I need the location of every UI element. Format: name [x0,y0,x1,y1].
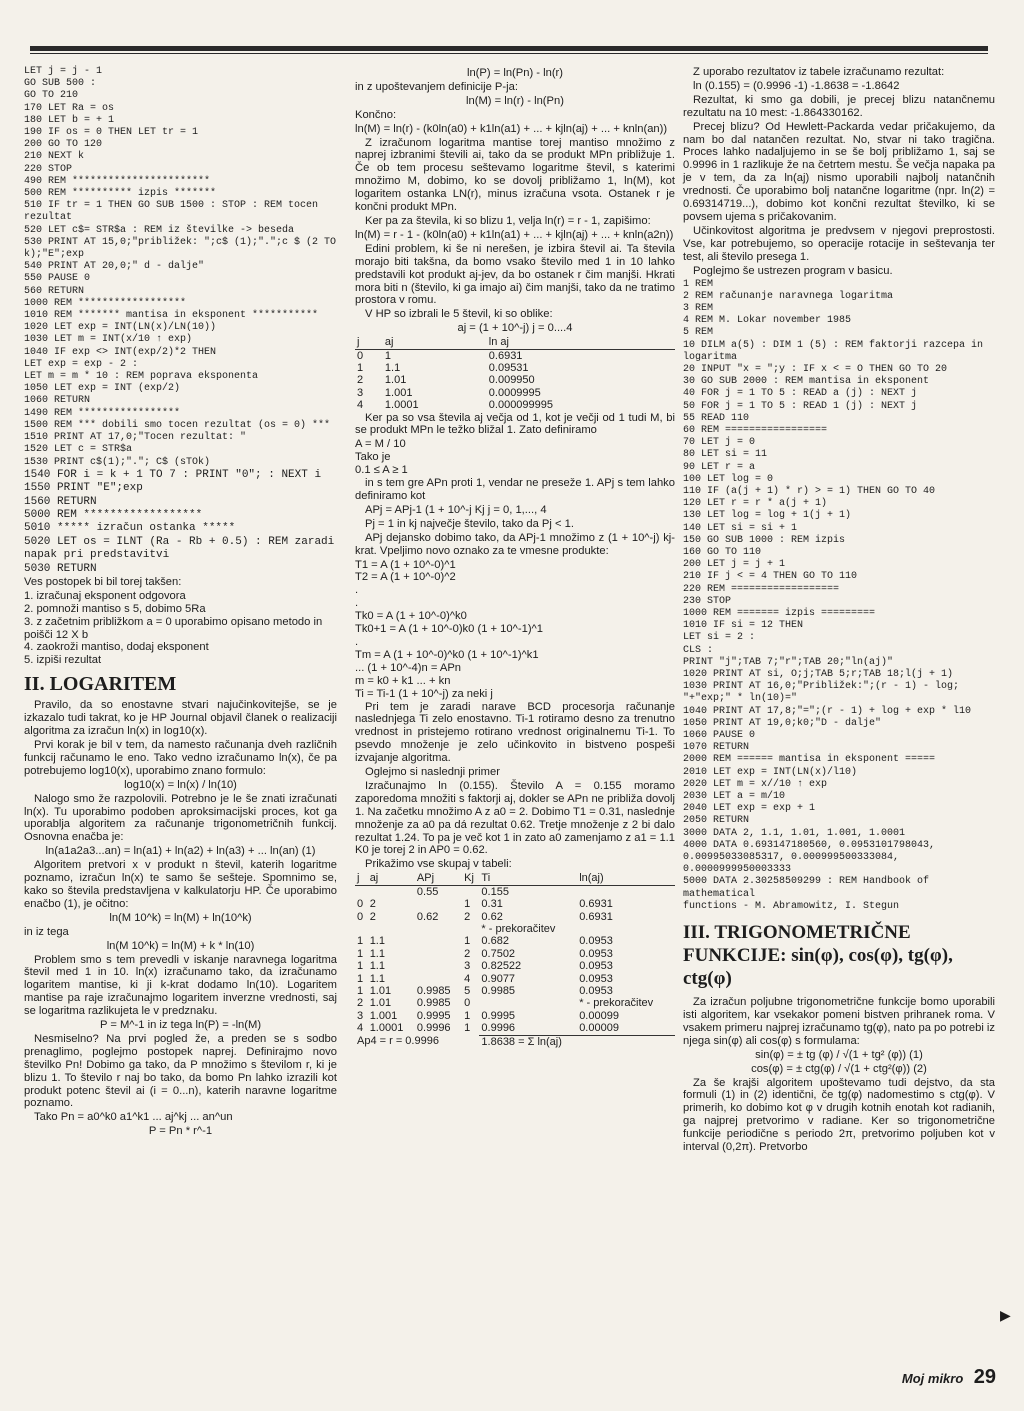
table-cell: 0.0953 [579,935,613,948]
paragraph: Edini problem, ki še ni nerešen, je izbira števil ai. Ta števila morajo biti takšna, da bomo vsako število med 1 in 10 lahko predstavili kot produkt aj-jev, da bo ostanek r čim manjši. Hkrati mora biti n (število, ki ga imajo ai) čim manjši, tako da ne tratimo prostora v romu. [355,242,675,307]
code-line: 55 READ 110 [683,412,750,424]
table-cell: 3 [357,386,364,399]
table-cell: 1.0001 [369,1022,404,1035]
paragraph: Ker pa za števila, ki so blizu 1, velja ln(r) = r - 1, zapišimo: [365,214,651,227]
code-line: 100 LET log = 0 [683,473,774,485]
paragraph: APj = APj-1 (1 + 10^-j Kj j = 0, 1,..., 4 [365,503,547,516]
table-cell: 1 [384,349,392,362]
code-line: 2040 LET exp = exp + 1 [683,803,816,815]
code-line: 1050 LET exp = INT (exp/2) [24,383,181,395]
code-line: 150 GO SUB 1000 : REM izpis [683,534,846,546]
code-line: LET si = 2 : [683,632,756,644]
paragraph-group [355,477,675,557]
code-line: 510 IF tr = 1 THEN GO SUB 1500 : STOP : REM tocen rezultat [24,200,325,224]
table-cell: 0.9995 [416,1009,451,1022]
code-line: 1540 FOR i = k + 1 TO 7 : PRINT "0"; : NEXT i [24,468,322,481]
code-line: 1510 PRINT AT 17,0;"Tocen rezultat: " [24,432,247,444]
table-row [355,923,675,935]
code-line: 40 FOR j = 1 TO 5 : READ a (j) : NEXT j [683,388,918,400]
code-line: 500 REM ********** izpis ******* [24,188,217,200]
table-cell: 0.000099995 [488,399,554,412]
equation-log10: log10(x) = ln(x) / ln(10) [124,778,237,791]
code-line: 1010 IF si = 12 THEN [683,620,804,632]
code-line: 1000 REM ****************** [24,297,187,309]
code-line: 1030 PRINT AT 16,0;"Približek:";(r - 1) - log; "+"exp;" * ln(10)=" [683,681,966,705]
code-line: 5000 DATA 2.30258509299 : REM Handbook of mathematical [683,876,936,900]
code-line: 4 REM M. Lokar november 1985 [683,315,852,327]
paragraph: Za še krajši algoritem upoštevamo tudi dejstvo, da sta formuli (1) in (2) identični, če tg(φ) nadomestimo s ctg(φ). V primerih, ko dobimo kot φ v drugih kotnih enotah kot radianih, ga najprej pretvorimo v radiane. Ker so trigonometrične funkcije periodične s periodo 2π, pretvorimo poljuben kot v interval (0,2π). Pretvorbo [683,1076,995,1154]
table-cell: 1 [464,1009,471,1022]
table-cell: * - prekoračitev [579,997,654,1010]
code-line: 540 PRINT AT 20,0;" d - dalje" [24,261,205,273]
table-cell: 1.1 [369,972,385,985]
paragraph: Pravilo, da so enostavne stvari najučinkovitejše, se je izkazalo tudi takrat, ko je HP Journal objavil članek o realizaciji algoritma za izračun ln(x) in log10(x). [24,699,337,738]
table-cell: 0 [357,349,364,362]
top-rule-thin [30,53,988,54]
equation-t2: T2 = A (1 + 10^-0)^2 [355,571,456,584]
equation-tm: Tm = A (1 + 10^-0)^k0 (1 + 10^-1)^k1 [355,648,539,661]
paragraph: Končno: [355,108,397,121]
continue-arrow-icon: ▶ [1000,1307,1011,1323]
table-cell [415,948,462,960]
code-line: 1490 REM ***************** [24,407,181,419]
code-line: 170 LET Ra = os [24,102,115,114]
table-cell: 0.31 [481,898,503,911]
table-cell [368,923,415,935]
table-row [355,362,675,374]
paragraph: Z izračunom logaritma mantise torej mantiso množimo z naprej izbranimi števili ai, tako da se produkt MPn približuje 1. Če ob tem procesu seštevamo logaritme števil, s katerimi množimo M, dobimo, ko se dovolj približamo 1, ln(M), kot logaritem ostanka LN(r), minus izračuna vsota. Ostanek r je končni produkt MPn. [355,136,675,214]
code-line: 140 LET si = si + 1 [683,522,798,534]
equation-cos: cos(φ) = ± ctg(φ) / √(1 + ctg²(φ)) (2) [751,1062,927,1075]
paragraph-group [24,859,337,911]
table-row [355,935,675,947]
table-cell: 0.6931 [579,898,613,911]
table-cell: 3 [357,1009,364,1022]
equation-ln-m-sum: ln(M) = ln(r) - (k0ln(a0) + k1ln(a1) + ... + kjln(aj) + ... + knln(an)) [355,122,668,135]
table-row [355,399,675,411]
code-line: 550 PAUSE 0 [24,273,91,285]
table-cell: 0.682 [481,935,509,948]
code-line: 200 LET j = j + 1 [683,559,786,571]
table-cell: 1 [464,1022,471,1035]
paragraph: Ker pa so vsa števila aj večja od 1, kot je večji od 1 tudi M, bi se produkt MPn le težko bližal 1. Zato definiramo [355,411,675,437]
code-line: 5 REM [683,327,714,339]
paragraph-group [355,412,675,438]
code-line: 2010 LET exp = INT(LN(x)/l10) [683,766,858,778]
paragraph-group [24,793,337,845]
table-cell: 1 [464,898,471,911]
table-row [355,960,675,972]
code-line: 110 IF (a(j + 1) * r) > = 1) THEN GO TO 40 [683,485,936,497]
paragraph: Izračunajmo ln (0.155). Število A = 0.155 moramo zaporedoma množiti s faktorji aj, dokler se APn ne približa dovolj 1. Na začetku množimo A z a0 = 2. Dobimo T1 = 0.31, naslednje množenje za a0 pa dá rezultat 0.62. Tretje množenje z 2 bi dalo rezultat 1.24. To pa je več kot 1 in zato a0 zamenjamo z a1 = 1.1 K0 je torej 2 in AP0 = 0.62. [355,779,675,857]
table-cell: 0.9996 [481,1022,516,1035]
equation-tk0: Tk0 = A (1 + 10^-0)^k0 [355,610,467,623]
table-row [355,374,675,386]
table-cell: 0.9995 [481,1009,516,1022]
table-cell [355,923,368,935]
code-line: 520 LET c$= STR$a : REM iz številke -> beseda [24,224,295,236]
table-example-steps [355,872,675,1048]
table-cell [415,898,462,910]
table-cell: 1 [357,947,364,960]
table-cell [479,997,577,1009]
table-cell: 1.001 [369,1009,398,1022]
table-cell: 0.6931 [579,910,613,923]
table-cell: Ti [479,872,577,885]
code-line: 5020 LET os = ILNT (Ra - Rb + 0.5) : REM zaradi napak pri predstavitvi [24,535,341,562]
code-line: 210 IF j < = 4 THEN GO TO 110 [683,571,858,583]
table-summary-row [355,1035,675,1048]
paragraph: Oglejmo si naslednji primer [365,766,500,779]
table-cell: 2 [357,374,364,387]
section-heading-trig: III. TRIGONOMETRIČNE FUNKCIJE: sin(φ), cos(φ), tg(φ), ctg(φ) [683,922,953,990]
table-cell: 2 [464,910,471,923]
table-cell: 1 [357,984,364,997]
paragraph: Algoritem pretvori x v produkt n števil, katerih logaritme poznamo, izračun ln(x) te samo še sešteje. Spomnimo se, kako so števila predstavljena v kalkulatorju HP. Če uporabimo enačbo (1), je očitno: [24,859,337,910]
step-item: 5. izpiši rezultat [24,654,102,667]
paragraph: in s tem gre APn proti 1, vendar ne preseže 1. APj s tem lahko definiramo kot [355,477,675,502]
equation-a-m: A = M / 10 [355,438,406,451]
table-cell: 2 [464,947,471,960]
code-line: 2020 LET m = x//10 ↑ exp [683,778,828,790]
paragraph: Rezultat, ki smo ga dobili, je precej blizu natančnemu rezultatu na 10 mest: -1.864330162. [683,93,995,119]
equation-ln-m-r: ln(M) = r - 1 - (k0ln(a0) + k1ln(a1) + ... + kjln(aj) + ... + knln(a2n)) [355,228,674,241]
paragraph: APj dejansko dobimo tako, da APj-1 množimo z (1 + 10^-j) kj-krat. Vpeljimo novo oznako za te vmesne produkte: [355,531,675,557]
table-row [355,387,675,399]
code-line: GO TO 210 [24,90,79,102]
table-row [355,349,675,362]
table-cell: 0.0953 [579,984,613,997]
table-cell: Kj [462,872,479,885]
code-line: 3 REM [683,302,714,314]
table-cell: 1 [357,972,364,985]
table-row [355,911,675,923]
code-line: 1530 PRINT c$(1);"."; C$ (sTOk) [24,456,211,468]
table-cell: 0.09531 [488,361,529,374]
table-cell: 0 [357,910,364,923]
paragraph-group [683,66,995,278]
equation-ti: Ti = Ti-1 (1 + 10^-j) za neki j [355,687,493,700]
code-line: 120 LET r = r * a(j + 1) [683,498,828,510]
table-cell [577,885,675,898]
code-line: GO SUB 500 : [24,78,97,90]
code-line: 1550 PRINT "E";exp [24,482,143,495]
paragraph: Z uporabo rezultatov iz tabele izračunamo rezultat: [693,66,945,78]
code-line: 3000 DATA 2, 1.1, 1.01, 1.001, 1.0001 [683,827,906,839]
code-line: 20 INPUT "x = ";y : IF x < = O THEN GO TO 20 [683,363,948,375]
table-cell [368,885,415,898]
table-cell: 1 [464,935,471,948]
table-cell: 1.1 [369,935,385,948]
code-line: 220 REM ================== [683,583,840,595]
code-line: 1040 PRINT AT 17,8;"=";(r - 1) + log + exp * l10 [683,705,972,717]
code-line: 2 REM računanje naravnega logaritma [683,290,894,302]
code-line: 560 RETURN [24,285,85,297]
table-row [355,973,675,985]
paragraph-group [24,1033,337,1124]
table-cell: 0.62 [481,910,503,923]
column-1 [24,66,343,1139]
code-line: LET exp = exp - 2 : [24,358,139,370]
code-line: 30 GO SUB 2000 : REM mantisa in eksponent [683,376,930,388]
table-cell: 1.01 [369,984,392,997]
paragraph: V HP so izbrali le 5 števil, ki so oblike: [365,308,553,321]
table-cell: 0.9985 [481,984,516,997]
table-cell: APj [415,872,462,885]
code-line: 1060 PAUSE 0 [683,730,756,742]
equation-ln-p: ln(P) = ln(Pn) - ln(r) [466,67,564,79]
code-line: 1030 LET m = INT(x/10 ↑ exp) [24,334,193,346]
paragraph: Tako je [355,451,391,464]
code-line: 180 LET b = + 1 [24,114,115,126]
table-cell: 3 [464,960,471,973]
table-cell: 0.82522 [481,960,522,973]
equation-p-pn: P = Pn * r^-1 [148,1125,213,1138]
table-cell: 0.9985 [416,997,451,1010]
magazine-name: Moj mikro [901,1371,964,1386]
paragraph: Učinkovitost algoritma je predvsem v njegovi preprostosti. Vse, kar potrebujemo, so operacije rotacije in seštevanja ter test, ali število presega 1. [683,224,995,263]
table-cell: aj [368,872,415,885]
paragraph: Pj = 1 in kj največje število, tako da Pj < 1. [365,517,574,530]
code-line: 60 REM ================= [683,424,828,436]
ellipsis: . [355,597,359,610]
paragraph: Prvi korak je bil v tem, da namesto računanja dveh različnih funkcij računamo le eno. Tako vedno izračunamo ln(x), če pa potrebujemo log10(x), uporabimo znano formulo: [24,739,337,777]
paragraph: Problem smo s tem prevedli v iskanje naravnega logaritma števil med 1 in 10. ln(x) izračunamo tako, da izračunamo logaritem mantise, ki ji k-krat dodamo ln(10). Logaritem mantise pa raje izračunajmo logaritem inverzne vrednosti, saj se logaritma razlikujeta le v predznaku. [24,953,337,1018]
paragraph-group [24,954,337,1019]
table-cell: 1.8638 = Σ ln(aj) [479,1035,675,1048]
table-cell: 0.155 [481,885,509,898]
code-line: 1040 IF exp <> INT(exp/2)*2 THEN [24,346,217,358]
paragraph: Pri tem je zaradi narave BCD procesorja računanje naslednjega Ti zelo enostavno. Ti-1 rotiramo desno za trenutno vrednost in pristejemo rotirano vrednost originalnemu Ti-1. To psevdo množenje je zelo učinkovito in bistveno pospeši izvajanje algoritma. [355,700,675,765]
equation-text: in iz tega [24,925,69,938]
paragraph: Poglejmo še ustrezen program v basicu. [693,264,893,277]
table-cell [415,923,462,935]
ellipsis: . [355,635,359,648]
equation-t1: T1 = A (1 + 10^-0)^1 [355,558,456,571]
code-line: 490 REM *********************** [24,175,211,187]
table-cell: 1.001 [384,386,413,399]
table-cell [462,885,479,898]
column-3 [683,66,995,1155]
paragraph: Nalogo smo že razpolovili. Potrebno je le še znati izračunati ln(x). Tu uporabimo podoben aproksimacijski proces, kot ga uporablja algoritem za računanje trigonometričnih funkcij. Osnovna enačba je: [24,792,337,844]
code-line: 5010 ***** izračun ostanka ***** [24,522,236,535]
code-line: 50 FOR j = 1 TO 5 : READ 1 (j) : NEXT j [683,400,918,412]
table-header-row [355,872,675,885]
paragraph: Precej blizu? Od Hewlett-Packarda vedar pričakujemo, da nam bo dal natančen rezultat. No, stvar ni tako tragična. Proces lahko nadaljujemo in se še bolj približamo 1, saj se 0.9996 in 1 razlikuje že na četrtem mestu. Še večja napaka pa je v tem, da za ln(aj) nismo uporabili najbolj natančnih vrednosti. Če uporabimo bolj natančne logaritme (npr. ln(2) = 0.69314719...), dobimo kot končni rezultat številko, ki se povsem ujema s pričakovanim. [683,120,995,223]
table-cell: 2 [369,898,376,911]
paragraph-group [355,243,675,321]
table-row [355,948,675,960]
step-item: 2. pomnoži mantiso s 5, dobimo 5Ra [24,602,206,615]
table-cell: j [355,872,368,885]
code-line: 1070 RETURN [683,742,750,754]
paragraph-group [683,996,995,1048]
equation-tm-2: ... (1 + 10^-4)n = APn [355,661,461,674]
table-cell: Ap4 = r = 0.9996 [357,1035,439,1048]
code-line: 1020 PRINT AT si, O;j;TAB 5;r;TAB 18;l(j + 1) [683,669,954,680]
table-cell: 1 [357,960,364,973]
code-line: CLS : [683,644,714,656]
table-cell: 0.9077 [481,972,516,985]
equation-ln-m-k: ln(M 10^k) = ln(M) + k * ln(10) [106,939,255,952]
table-cell [355,885,368,898]
code-line: functions - M. Abramowitz, I. Stegun [683,900,900,912]
paragraph: Za izračun poljubne trigonometrične funkcije bomo uporabili isti algoritem, kar vsekakor pomeni bistven prihranek roma. V vsakem primeru najprej izračunamo tg(φ), nato pa po potrebi iz njega sin(φ) ali cos(φ) s formulama: [683,996,995,1047]
code-line: 2050 RETURN [683,815,750,827]
code-line: 1060 RETURN [24,395,91,407]
code-line: 200 GO TO 120 [24,139,103,151]
table-log-values [355,336,675,411]
paragraph: Prikažimo vse skupaj v tabeli: [365,858,512,871]
table-cell [577,923,675,935]
table-cell: ln aj [487,336,675,349]
section-heading-logaritem: II. LOGARITEM [24,673,177,696]
code-line: 70 LET j = 0 [683,437,756,449]
code-line: 1020 LET exp = INT(LN(x)/LN(10)) [24,322,217,334]
table-header-row [355,336,675,349]
code-line: LET m = m * 10 : REM poprava eksponenta [24,371,259,383]
table-cell: 4 [357,1022,364,1035]
equation-1: ln(a1a2a3...an) = ln(a1) + ln(a2) + ln(a3) + ... ln(an) (1) [45,845,316,858]
table-cell: 0.62 [416,910,439,923]
table-cell [415,960,462,972]
table-cell: 0.00099 [579,1009,619,1022]
code-line: 160 GO TO 110 [683,546,762,558]
paragraph: in z upoštevanjem definicije P-ja: [355,80,518,93]
equation-m: m = k0 + k1 ... + kn [355,674,451,687]
equation-p: P = M^-1 in iz tega ln(P) = -ln(M) [99,1019,262,1032]
code-line: 1 REM [683,278,714,290]
paragraph: Nesmiselno? Na prvi pogled že, a preden se s sodbo prenaglimo, poglejmo postopek naprej. Definirajmo novo številko Pn! Dobimo ga tako, da P množimo s številom r, ki je blizu 1. To število r naj bo tako, da bomo Pn lahko izrazili kot produkt potenc števil ai (i = 0...n), katerih naravne logaritme poznamo. [24,1032,337,1110]
code-line: 2030 LET a = m/10 [683,791,786,803]
table-cell: j [355,336,383,349]
equation-tk0-1: Tk0+1 = A (1 + 10^-0)k0 (1 + 10^-1)^1 [355,623,544,636]
step-item: 3. z začetnim približkom a = 0 uporabimo opisano metodo in poišči 12 X b [24,615,323,641]
page-number: 29 [973,1366,996,1388]
table-cell: 2 [369,910,376,923]
top-rule [30,46,988,51]
code-line: 1500 REM *** dobili smo tocen rezultat (os = 0) *** [24,419,331,431]
paragraph: Tako Pn = a0^k0 a1^k1 ... aj^kj ... an^un [34,1111,233,1124]
table-cell: 0.0009995 [488,386,541,399]
code-line: 5000 REM ****************** [24,508,203,521]
step-item: 4. zaokroži mantiso, dodaj eksponent [24,641,209,654]
equation-ln-m-10k: ln(M 10^k) = ln(M) + ln(10^k) [109,911,252,924]
table-cell [415,973,462,985]
table-cell: 1 [357,361,364,374]
paragraph: ln (0.155) = (0.9996 -1) -1.8638 = -1.8642 [693,79,900,92]
table-cell: 0.0953 [579,960,613,973]
table-cell: 1.01 [369,997,392,1010]
table-row [355,1022,675,1035]
code-line: 80 LET si = 11 [683,449,768,461]
table-cell: 0.0953 [579,947,613,960]
table-row [355,997,675,1009]
table-cell: 0.7502 [481,947,516,960]
code-line: 210 NEXT k [24,151,85,163]
table-cell: 0.009950 [488,374,535,387]
paragraph-group [24,699,337,777]
code-line: 230 STOP [683,595,732,607]
basic-listing-part-2 [24,468,341,576]
table-cell [462,923,479,935]
code-line: 90 LET r = a [683,461,756,473]
paragraph-group [355,701,675,872]
ellipsis: . [355,584,359,597]
code-line: 1000 REM ======= izpis ========= [683,607,876,619]
table-cell: 4 [357,399,364,412]
table-cell: 0.00009 [579,1022,619,1035]
table-cell [415,935,462,947]
code-line: 1520 LET c = STR$a [24,444,133,456]
table-row [355,885,675,898]
table-cell: 0.6931 [488,349,523,362]
equation-range: 0.1 ≤ A ≥ 1 [355,464,408,477]
table-cell: 1.1 [369,947,385,960]
code-line: 220 STOP [24,163,73,175]
table-cell: 0.9985 [416,984,451,997]
table-cell: ln(aj) [577,872,675,885]
code-line: 5030 RETURN [24,562,97,575]
table-cell: 2 [357,997,364,1010]
table-cell: 0.55 [416,885,439,898]
basic-listing-part-1 [24,66,343,469]
table-cell: 1.1 [369,960,385,973]
code-line: 1050 PRINT AT 19,0;k0;"D - dalje" [683,717,882,729]
table-cell: 1.01 [384,374,407,387]
code-line: 190 IF os = 0 THEN LET tr = 1 [24,127,199,139]
code-line: 130 LET log = log + 1(j + 1) [683,510,852,522]
steps-list [24,590,337,667]
code-line: 4000 DATA 0.693147180560, 0.0953101798043, 0.00995033085317, 0.000999500333084, 0.0000999950003333 [683,839,942,876]
paragraph-group [683,1077,995,1154]
code-line: 1010 REM ******* mantisa in eksponent *********** [24,310,319,322]
code-line: 2000 REM ====== mantisa in eksponent ===== [683,754,936,766]
table-cell: 1 [357,935,364,948]
column-2 [355,66,675,1048]
table-row [355,898,675,910]
table-cell: 5 [464,984,471,997]
table-cell: 0.9996 [416,1022,451,1035]
code-line: 10 DILM a(5) : DIM 1 (5) : REM faktorji razcepa in logaritma [683,339,990,363]
code-line: LET j = j - 1 [24,66,103,77]
table-row [355,985,675,997]
code-line: PRINT "j";TAB 7;"r";TAB 20;"ln(aj)" [683,656,894,668]
code-line: 530 PRINT AT 15,0;"približek: ";c$ (1);".";c $ (2 TO k);"E";exp [24,236,343,261]
table-cell: 0 [357,898,364,911]
page-footer [902,1366,996,1389]
table-cell: 0 [464,997,471,1010]
table-cell: * - prekoračitev [481,922,556,935]
equation-sin: sin(φ) = ± tg (φ) / √(1 + tg² (φ)) (1) [755,1048,923,1061]
equation-aj: aj = (1 + 10^-j) j = 0....4 [457,322,573,335]
paragraph-group [355,137,675,228]
code-line: 1560 RETURN [24,495,97,508]
step-item: 1. izračunaj eksponent odgovora [24,589,186,602]
steps-intro: Ves postopek bi bil torej takšen: [24,575,182,588]
table-cell: 4 [464,972,471,985]
basic-listing-logarithm [683,279,995,914]
table-cell: 0.0953 [579,972,613,985]
table-row [355,1010,675,1022]
equation-ln-m: ln(M) = ln(r) - ln(Pn) [466,94,564,107]
table-cell: aj [383,336,487,349]
table-cell: 1.1 [384,361,401,374]
table-cell: 1.0001 [384,399,419,412]
